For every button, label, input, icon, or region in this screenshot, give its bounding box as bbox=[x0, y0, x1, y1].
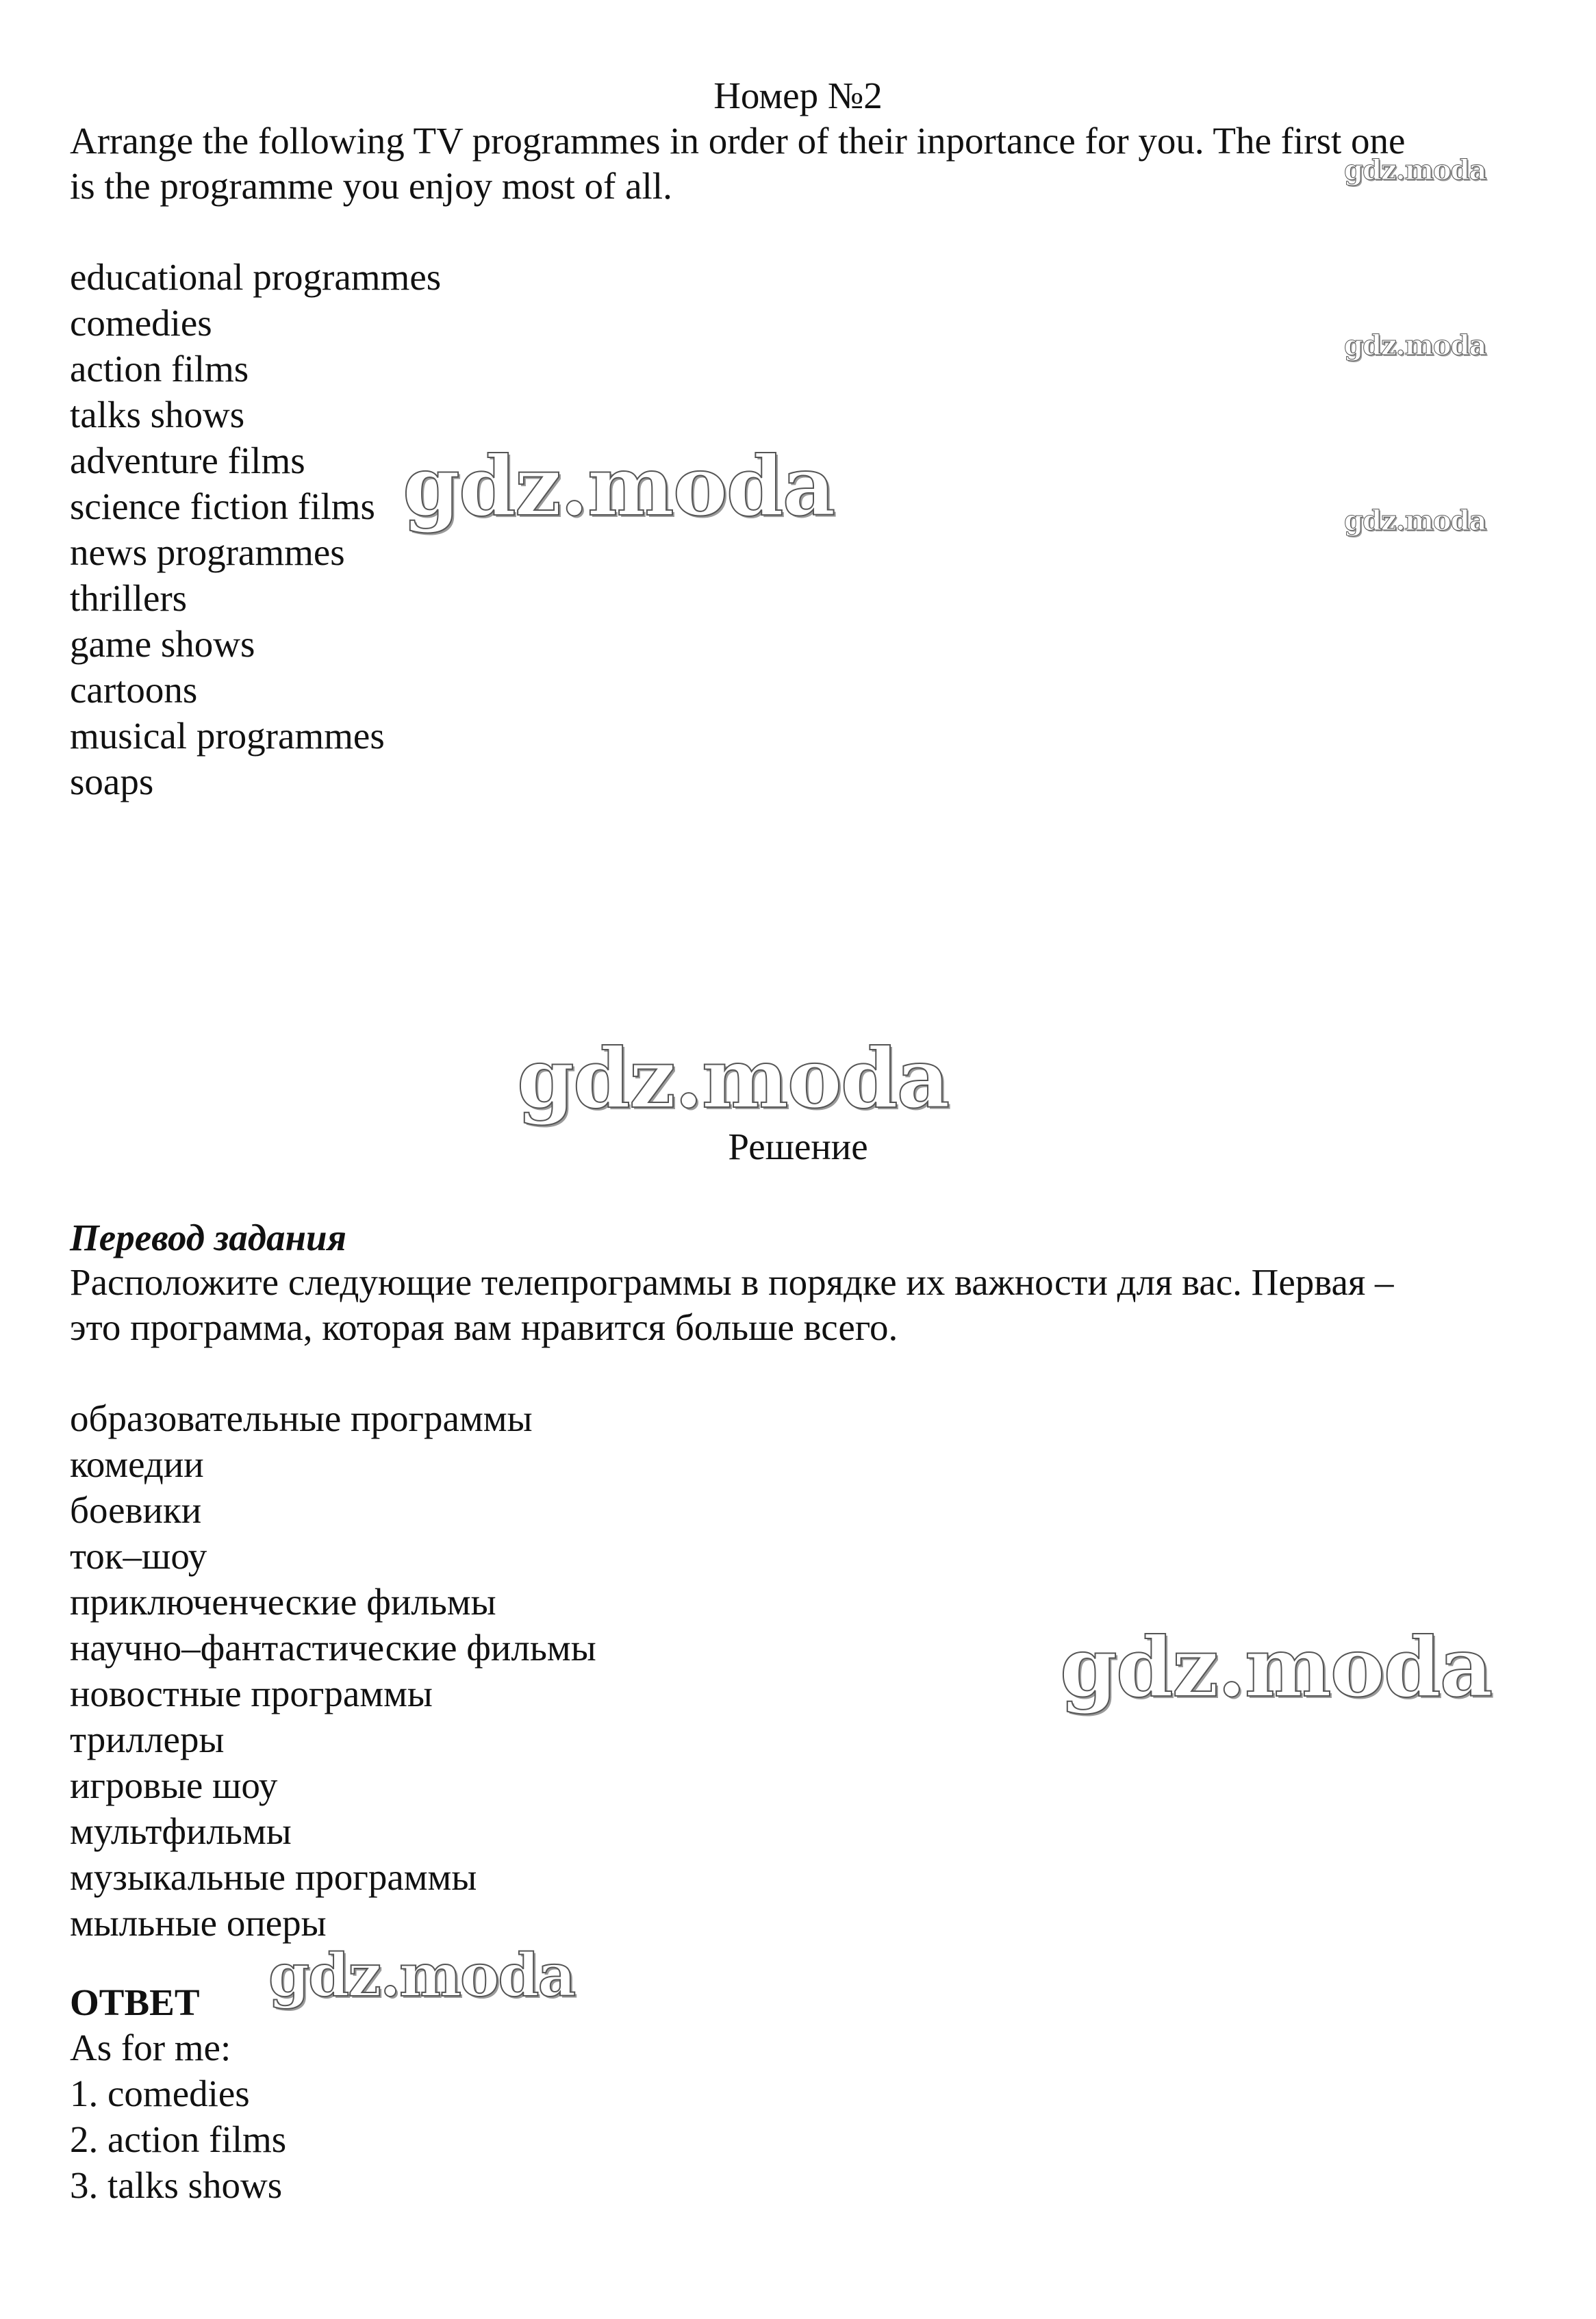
list-item: мультфильмы bbox=[70, 1810, 292, 1852]
solution-heading: Решение bbox=[728, 1126, 868, 1167]
list-item: 1. comedies bbox=[70, 2073, 250, 2114]
list-item: комедии bbox=[70, 1443, 204, 1485]
list-item: игровые шоу bbox=[70, 1764, 278, 1806]
task-instruction-line-1: Arrange the following TV programmes in order of their inportance for you. The first one bbox=[70, 120, 1406, 162]
list-item: game shows bbox=[70, 623, 255, 665]
list-item: 2. action films bbox=[70, 2118, 287, 2160]
list-item: образовательные программы bbox=[70, 1397, 533, 1439]
watermark-logo: gdz.moda bbox=[1344, 329, 1486, 362]
list-item: news programmes bbox=[70, 531, 345, 573]
translation-line-2: это программа, которая вам нравится больше всего. bbox=[70, 1306, 898, 1348]
list-item: мыльные оперы bbox=[70, 1902, 327, 1944]
list-item: боевики bbox=[70, 1489, 202, 1531]
watermark-logo: gdz.moda bbox=[1344, 154, 1486, 186]
list-item: educational programmes bbox=[70, 256, 442, 298]
list-item: science fiction films bbox=[70, 485, 375, 527]
list-item: musical programmes bbox=[70, 715, 385, 757]
answer-heading: ОТВЕТ bbox=[70, 1981, 200, 2023]
list-item: научно–фантастические фильмы bbox=[70, 1627, 596, 1669]
watermark-logo: gdz.moda bbox=[1060, 1619, 1492, 1716]
task-instruction-line-2: is the programme you enjoy most of all. bbox=[70, 165, 672, 207]
list-item: ток–шоу bbox=[70, 1535, 207, 1577]
list-item: talks shows bbox=[70, 394, 245, 435]
watermark-logo: gdz.moda bbox=[403, 438, 835, 535]
list-item: action films bbox=[70, 348, 249, 390]
translation-heading: Перевод задания bbox=[70, 1217, 346, 1258]
watermark-logo: gdz.moda bbox=[517, 1030, 949, 1127]
list-item: cartoons bbox=[70, 669, 198, 711]
page-title: Номер №2 bbox=[713, 75, 883, 116]
watermark-logo: gdz.moda bbox=[1344, 505, 1486, 537]
list-item: adventure films bbox=[70, 440, 305, 481]
list-item: 3. talks shows bbox=[70, 2164, 283, 2206]
list-item: comedies bbox=[70, 302, 212, 344]
list-item: thrillers bbox=[70, 577, 188, 619]
list-item: приключенческие фильмы bbox=[70, 1581, 496, 1623]
list-item: триллеры bbox=[70, 1719, 225, 1760]
answer-intro: As for me: bbox=[70, 2027, 231, 2068]
list-item: новостные программы bbox=[70, 1673, 433, 1714]
list-item: soaps bbox=[70, 761, 154, 802]
translation-line-1: Расположите следующие телепрограммы в порядке их важности для вас. Первая – bbox=[70, 1261, 1394, 1303]
watermark-logo: gdz.moda bbox=[268, 1941, 575, 2010]
list-item: музыкальные программы bbox=[70, 1856, 477, 1898]
